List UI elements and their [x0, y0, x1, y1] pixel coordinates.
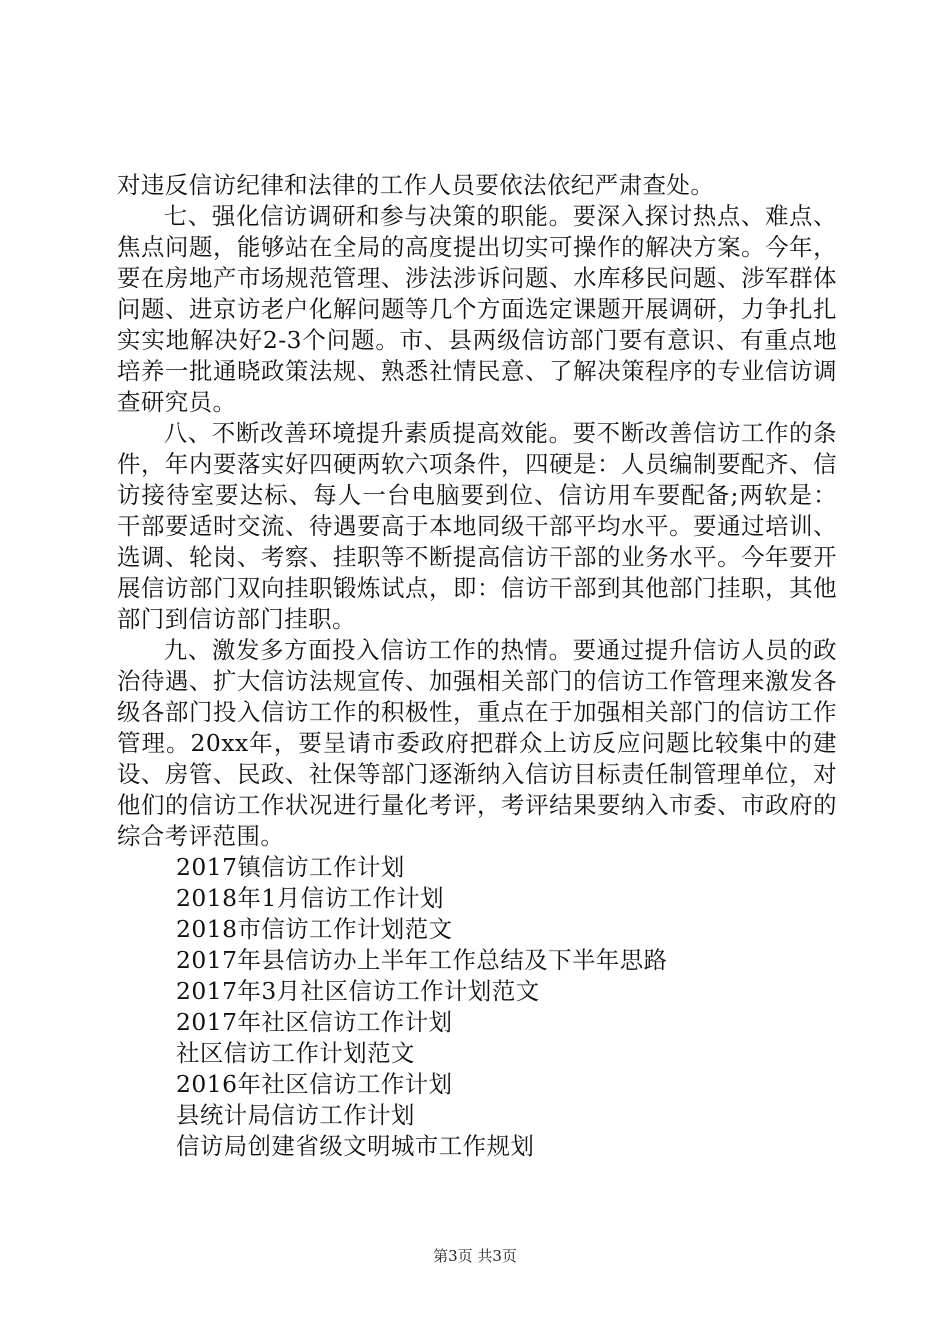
paragraph-section-8: 八、不断改善环境提升素质提高效能。要不断改善信访工作的条件，年内要落实好四硬两软六项条件，四硬是：人员编制要配齐、信访接待室要达标、每人一台电脑要到位、信访用车要配备;两软是：干部要适时交流、待遇要高于本地同级干部平均水平。要通过培训、选调、轮岗、考察、挂职等不断提高信访干部的业务水平。今年要开展信访部门双向挂职锻炼试点，即：信访干部到其他部门挂职，其他部门到信访部门挂职。: [117, 419, 837, 633]
related-title-item[interactable]: 信访局创建省级文明城市工作规划: [176, 1132, 535, 1160]
related-title-item[interactable]: 2018年1月信访工作计划: [176, 884, 445, 912]
related-title-item[interactable]: 社区信访工作计划范文: [176, 1039, 415, 1067]
related-title-item[interactable]: 2016年社区信访工作计划: [176, 1070, 453, 1098]
related-title-item[interactable]: 2017年3月社区信访工作计划范文: [176, 977, 540, 1005]
related-title-item[interactable]: 2017年社区信访工作计划: [176, 1008, 453, 1036]
related-title-item[interactable]: 2017镇信访工作计划: [176, 853, 405, 881]
page-number-footer: 第3页 共3页: [433, 1247, 517, 1265]
related-title-item[interactable]: 县统计局信访工作计划: [176, 1101, 415, 1129]
paragraph-section-7: 七、强化信访调研和参与决策的职能。要深入探讨热点、难点、焦点问题，能够站在全局的高度提出切实可操作的解决方案。今年，要在房地产市场规范管理、涉法涉诉问题、水库移民问题、涉军群体问题、进京访老户化解问题等几个方面选定课题开展调研，力争扎扎实实地解决好2-3个问题。市、县两级信访部门要有意识、有重点地培养一批通晓政策法规、熟悉社情民意、了解决策程序的专业信访调查研究员。: [117, 202, 837, 416]
related-title-item[interactable]: 2017年县信访办上半年工作总结及下半年思路: [176, 946, 668, 974]
related-titles-list: [117, 852, 837, 1162]
related-title-item[interactable]: 2018市信访工作计划范文: [176, 915, 453, 943]
paragraph-section-9: 九、激发多方面投入信访工作的热情。要通过提升信访人员的政治待遇、扩大信访法规宣传、加强相关部门的信访工作管理来激发各级各部门投入信访工作的积极性，重点在于加强相关部门的信访工作管理。20xx年，要呈请市委政府把群众上访反应问题比较集中的建设、房管、民政、社保等部门逐渐纳入信访目标责任制管理单位，对他们的信访工作状况进行量化考评，考评结果要纳入市委、市政府的综合考评范围。: [117, 636, 837, 850]
document-body: [117, 170, 837, 1162]
paragraph-continuation: 对违反信访纪律和法律的工作人员要依法依纪严肃查处。: [117, 171, 715, 199]
